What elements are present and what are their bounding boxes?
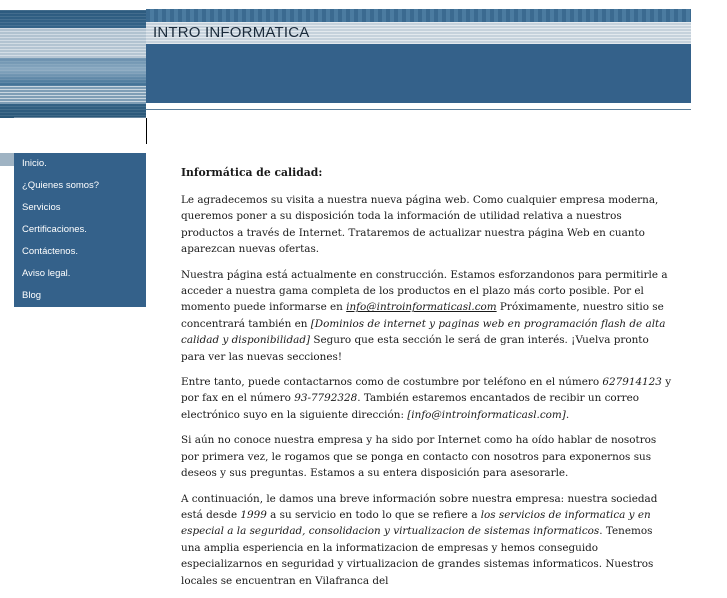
paragraph-first-visit: Si aún no conoce nuestra empresa y ha sido por Internet como ha oído hablar de nosotros por primera vez, le rogamos que se ponga en contacto con nosotros para exponernos sus deseos y sus preguntas. Estamos a su entera disposición para asesorarle. (181, 434, 657, 480)
paragraph-intro: Le agradecemos su visita a nuestra nueva página web. Como cualquier empresa moderna, queremos poner a su disposición toda la información de utilidad relativa a nuestros productos a través de Internet. Trataremos de actualizar nuestra página Web en cuanto aparezcan nuevas ofertas. (181, 194, 659, 256)
nav-item-servicios[interactable]: Servicios (22, 202, 61, 213)
header-left-band (0, 28, 146, 58)
header-corner (0, 118, 147, 144)
header-corner-line (14, 117, 146, 118)
nav-item-quienes-somos[interactable]: ¿Quienes somos? (22, 180, 100, 191)
nav-item-blog[interactable]: Blog (22, 290, 42, 301)
services-note: [Dominios de internet y paginas web en programación flash de alta calidad y disponibilidad] (181, 317, 666, 347)
text-segment: . También estaremos encantados de recibir un correo electrónico suyo en la siguiente dirección: (181, 392, 640, 421)
paragraph-construction (181, 267, 673, 365)
text-segment: Seguro que esta sección le será de gran interés. ¡Vuelva pronto para ver las nuevas secciones! (181, 334, 649, 363)
paragraph-company (181, 491, 673, 589)
phone-number: 627914123 (602, 376, 662, 389)
content-heading: Informática de calidad: (181, 166, 323, 179)
sidebar-nav (14, 153, 146, 307)
nav-item-inicio[interactable]: Inicio. (22, 158, 47, 169)
header-left-stripe (0, 86, 146, 104)
fax-number: 93-7792328 (294, 392, 358, 405)
header-banner (146, 44, 691, 103)
text-segment: Próximamente, nuestro sitio se concentrará también en (181, 301, 664, 330)
text-segment: A continuación, le damos una breve información sobre nuestra empresa: nuestra sociedad está desde (181, 492, 658, 521)
text-segment: y por fax en el número (181, 376, 672, 405)
nav-item-certificaciones[interactable]: Certificaciones. (22, 224, 87, 235)
paragraph-contact (181, 374, 673, 423)
text-segment: . Tenemos una amplia esperiencia en la informatizacion de empresas y hemos conseguido especializarnos en seguridad y virtualizacion de grandes sistemas informaticos. Nuestros locales se encuentran en Vilafranca del (181, 525, 654, 587)
text-segment: . (565, 408, 570, 421)
email-link[interactable]: info@introinformaticasl.com (346, 301, 497, 314)
text-segment: a su servicio en todo lo que se refiere a (266, 508, 481, 521)
services-description: los servicios de informatica y en especial a la seguridad, consolidacion y virtualizacion de sistemas informaticos (181, 508, 651, 538)
text-segment: Nuestra página está actualmente en construcción. Estamos esforzandonos para permitirle a acceder a nuestra gama completa de los productos en el plazo más corto posible. Por el momento puede informarse en (181, 268, 668, 314)
nav-item-contactenos[interactable]: Contáctenos. (22, 246, 78, 257)
nav-item-aviso-legal[interactable]: Aviso legal. (22, 268, 71, 279)
main-content (181, 165, 673, 598)
contact-email: [info@introinformaticasl.com] (407, 408, 566, 421)
site-title: INTRO INFORMATICA (153, 24, 310, 41)
nav-stub (0, 153, 14, 166)
text-segment: Entre tanto, puede contactarnos como de costumbre por teléfono en el número (181, 376, 603, 389)
header-top-stripe (146, 9, 691, 22)
header-divider (146, 109, 691, 110)
founding-year: 1999 (240, 508, 267, 521)
